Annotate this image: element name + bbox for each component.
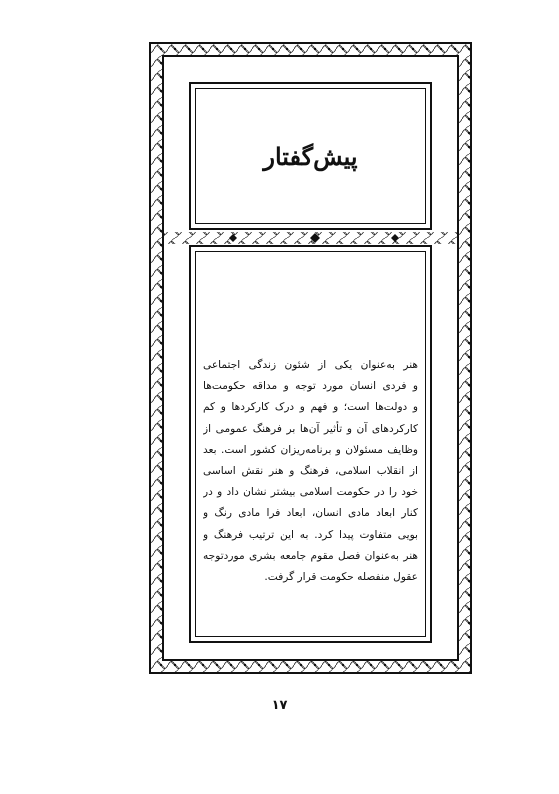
body-line: هنر به‌عنوان فصل مقوم جامعه بشری موردتوجه — [203, 549, 418, 562]
body-line: وظایف مسئولان و برنامه‌ریزان کشور است. بعد — [203, 443, 418, 456]
body-line: و فردی انسان مورد توجه و مداقه حکومت‌ها — [203, 380, 418, 393]
body-line: و دولت‌ها است؛ و فهم و درک کارکردها و کم — [203, 401, 418, 414]
body-line: بویی متفاوت پیدا کرد. به این ترتیب فرهنگ و — [203, 528, 418, 541]
body-line: هنر به‌عنوان یکی از شئون زندگی اجتماعی — [203, 359, 418, 371]
body-line: کارکردهای آن و تأثیر آن‌ها بر فرهنگ عمومی از — [203, 422, 418, 435]
body-paragraph — [203, 355, 418, 588]
page-title: پیش‌گفتار — [263, 141, 358, 171]
page-number: ۱۷ — [271, 698, 288, 713]
body-line: کنار ابعاد مادی انسان، ابعاد فرا مادی رنگ و — [203, 507, 418, 520]
title-box — [189, 82, 432, 230]
body-text-box — [189, 245, 432, 643]
body-line: از انقلاب اسلامی، فرهنگ و هنر نقش اساسی — [203, 465, 418, 478]
body-line: خود را در حکومت اسلامی بیشتر نشان داد و در — [203, 486, 418, 499]
body-line: عقول منفصله حکومت قرار گرفت. — [264, 571, 418, 584]
